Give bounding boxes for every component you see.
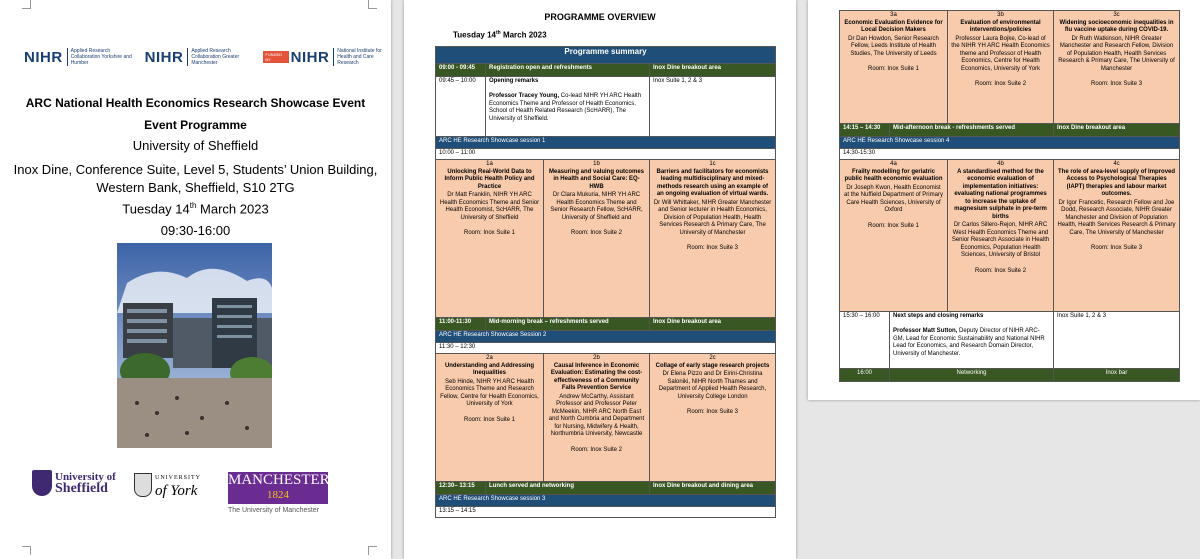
table-row (840, 11, 1180, 124)
students-union-photo (117, 243, 272, 448)
sheffield-shield-icon (32, 470, 52, 496)
table-header-row: Programme summary (436, 47, 776, 64)
programme-page-2 (808, 0, 1200, 400)
nihr-gm-logo: NIHR Applied Research Collaboration Greater Manchester (145, 48, 256, 66)
session-header: ARC HE Research Showcase session 3 (436, 495, 776, 507)
table-row: 16:00 Networking Inox bar (840, 369, 1180, 382)
table-row: 14:15 – 14:30 Mid-afternoon break - refreshments served Inox Dine breakout area (840, 124, 1180, 137)
margin-mark (368, 0, 377, 9)
event-date: Tuesday 14th March 2023 (122, 201, 269, 217)
parallel-session-1b: 1b Measuring and valuing outcomes in Health and Social Care: EQ-HWB Dr Clara Mukuria, NIHR YH ARC Health Economics Theme and Senior Research Fellow, ScHARR, University of Sheffield and Room: Inox Suite 2 (544, 160, 650, 318)
parallel-session-4b: 4b A standardised method for the economic evaluation of implementation initiatives: evaluating national programmes to increase the uptake of magnesium sulphate in pre-term births Dr Carlos Sillero-Rejon, NIHR ARC West Health Economics Theme and Senior Research Associate in Health Economics, Population Health Sciences, University of Bristol Room: Inox Suite 2 (948, 160, 1054, 312)
programme-table (435, 46, 776, 518)
nihr-yh-logo: NIHR Applied Research Collaboration Yorkshire and Humber (24, 48, 137, 66)
table-row: 11:00-11:30 Mid-morning break – refreshments served Inox Dine breakout area (436, 318, 776, 331)
university-of-york-logo: UNIVERSITY of York (134, 472, 201, 498)
margin-mark (22, 546, 31, 555)
table-row: 10:00 – 11:00 (436, 149, 776, 160)
programme-overview-heading: PROGRAMME OVERVIEW (544, 12, 656, 22)
programme-page-1 (404, 0, 796, 559)
session-header: ARC HE Research Showcase session 4 (840, 137, 1180, 149)
cover-page (0, 0, 391, 559)
programme-table-continued (839, 10, 1180, 382)
parallel-session-2a: 2a Understanding and Addressing Inequalities Seb Hinde, NIHR YH ARC Health Economics Theme and Research Fellow, Centre for Health Economics, University of York Room: Inox Suite 1 (436, 354, 544, 482)
parallel-session-1c: 1c Barriers and facilitators for economists leading multidisciplinary and mixed-methods research using an example of an ongoing evaluation of virtual wards. Dr Will Whittaker, NIHR Greater Manchester and Senior lecturer in Health Economics, Division of Population Health, Health Services Research & Primary Care, The University of Manchester Room: Inox Suite 3 (650, 160, 776, 318)
table-row (840, 160, 1180, 312)
university-of-manchester-logo: MANCHESTER 1824 The University of Manchester (228, 472, 330, 514)
event-title: ARC National Health Economics Research Showcase Event (25, 96, 366, 110)
table-row: 09:00 - 09:45 Registration open and refreshments Inox Dine breakout area (436, 64, 776, 77)
table-row: 13:15 – 14:15 (436, 507, 776, 518)
table-row: 12:30– 13:15 Lunch served and networking Inox Dine breakout and dining area (436, 482, 776, 495)
table-row: 15:30 – 16:00 Next steps and closing remarks Professor Matt Sutton, Deputy Director of NIHR ARC-GM, Lead for Economic Sustainability and National NIHR Lead for Economics, and Research Domain Director, University of Manchester. Inox Suite 1, 2 & 3 (840, 312, 1180, 369)
partner-logos (24, 48, 384, 66)
programme-date: Tuesday 14th March 2023 (453, 30, 547, 40)
parallel-session-3a: 3a Economic Evaluation Evidence for Local Decision Makers Dr Dan Howdon, Senior Research Fellow, Leeds Institute of Health Studies, The University of Leeds Room: Inox Suite 1 (840, 11, 948, 124)
parallel-session-4a: 4a Frailty modelling for geriatric public health economic evaluation Dr Joseph Kwon, Health Economist at the Nuffield Department of Primary Care Health Sciences, University of Oxford Room: Inox Suite 1 (840, 160, 948, 312)
parallel-session-3b: 3b Evaluation of environmental interventions/policies Professor Laura Bojke, Co-lead of the NIHR YH ARC Health Economics theme and Professor of Health Economics, Centre for Health Economics, University of York Room: Inox Suite 2 (948, 11, 1054, 124)
session-header: ARC HE Research Showcase Session 2 (436, 331, 776, 343)
margin-mark (368, 546, 377, 555)
table-row (436, 354, 776, 482)
parallel-session-3c: 3c Widening socioeconomic inequalities in flu vaccine uptake during COVID-19. Dr Ruth Watkinson, NIHR Greater Manchester and Research Fellow, Division of Population Health, Health Services Research & Primary Care, The University of Manchester Room: Inox Suite 3 (1054, 11, 1180, 124)
building-illustration (117, 243, 272, 448)
event-time: 09:30-16:00 (160, 223, 231, 238)
venue-line-2: Western Bank, Sheffield, S10 2TG (96, 180, 295, 195)
parallel-session-2b: 2b Causal Inference in Economic Evaluation: Estimating the cost-effectiveness of a Community Falls Prevention Service Andrew McCarthy, Assistant Professor and Professor Peter McMeekin, NIHR ARC North East and North Cumbria and Department for Nursing, Midwifery & Health, Northumbria University, Newcastle Room: Inox Suite 2 (544, 354, 650, 482)
margin-mark (22, 0, 31, 9)
table-row: 09:45 – 10:00 Opening remarks Professor Tracey Young, Co-lead NIHR YH ARC Health Economics Theme and Professor of Health Economics, School of Health Related Research (ScHARR), The University of Sheffield. Inox Suite 1, 2 & 3 (436, 77, 776, 137)
university: University of Sheffield (132, 138, 259, 153)
parallel-session-2c: 2c Collage of early stage research projects Dr Elena Pizzo and Dr Eirini-Christina Saloniki, NIHR North Thames and Department of Applied Health Research, University College London Room: Inox Suite 3 (650, 354, 776, 482)
parallel-session-4c: 4c The role of area-level supply of Improved Access to Psychological Therapies (IAPT) therapies and labour market outcomes. Dr Igor Francetic, Research Fellow and Joe Dodd, Research Associate, NIHR Greater Manchester and Division of Population Health, Health Services Research & Primary Care, The University of Manchester Room: Inox Suite 3 (1054, 160, 1180, 312)
university-of-sheffield-logo: University of Sheffield (32, 470, 116, 496)
parallel-session-1a: 1a Unlocking Real-World Data to Inform Public Health Policy and Practice Dr Matt Franklin, NIHR YH ARC Health Economics Theme and Senior Health Economist, ScHARR, The University of Sheffield Room: Inox Suite 1 (436, 160, 544, 318)
event-subtitle: Event Programme (144, 118, 247, 132)
table-row: 11:30 – 12:30 (436, 343, 776, 354)
venue-line-1: Inox Dine, Conference Suite, Level 5, Students’ Union Building, (13, 162, 378, 177)
nihr-funded-logo: FUNDED BY NIHR National Institute for Health and Care Research (263, 48, 390, 66)
session-header: ARC HE Research Showcase session 1 (436, 137, 776, 149)
table-row: 14:30-15:30 (840, 149, 1180, 160)
table-row (436, 160, 776, 318)
york-crest-icon (134, 473, 152, 497)
